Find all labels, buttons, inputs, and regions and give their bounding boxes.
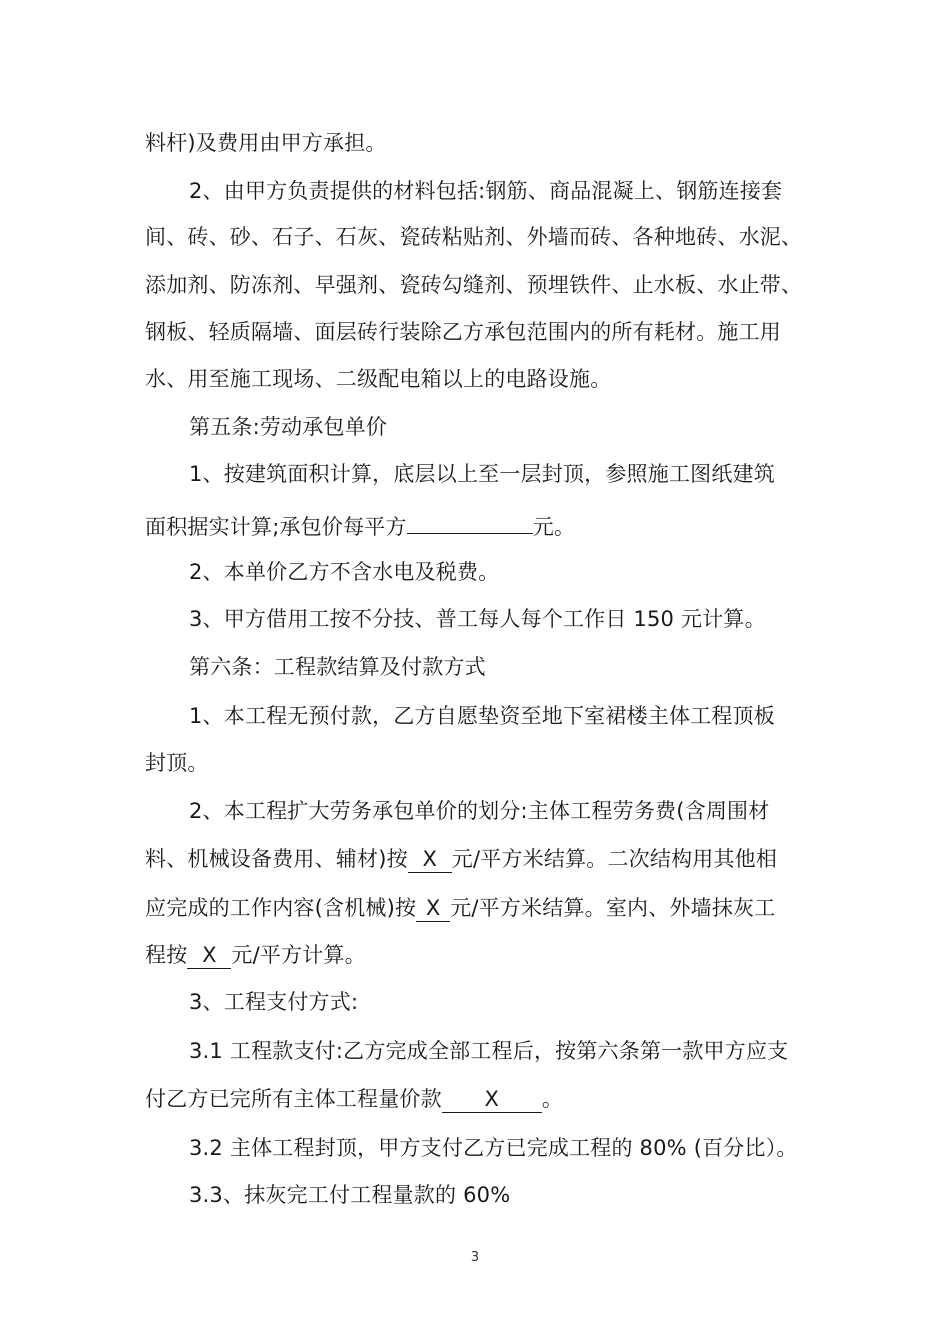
page-number: 3 <box>470 1250 480 1265</box>
text-line <box>145 893 815 923</box>
text-line <box>145 844 815 874</box>
text-line: 2、本单价乙方不含水电及税费。 <box>189 560 500 584</box>
fill-in-blank <box>407 507 533 534</box>
text-line <box>145 940 815 970</box>
text-line: 1、按建筑面积计算，底层以上至一层封顶，参照施工图纸建筑 <box>189 462 775 486</box>
text-line: 3、工程支付方式: <box>189 990 359 1014</box>
text-segment: 料、机械设备费用、辅材)按 <box>145 847 408 871</box>
fill-in-blank: X <box>187 942 231 969</box>
text-segment: 面积据实计算;承包价每平方 <box>145 515 407 539</box>
text-line: 2、由甲方负责提供的材料包括:钢筋、商品混凝上、钢筋连接套 <box>189 179 783 203</box>
text-line: 3.1 工程款支付:乙方完成全部工程后，按第六条第一款甲方应支 <box>189 1039 789 1063</box>
fill-in-blank: X <box>442 1086 542 1113</box>
fill-in-blank: X <box>416 895 450 922</box>
text-segment: 元。 <box>532 515 576 539</box>
text-segment: 元/平方计算。 <box>231 943 366 967</box>
section-heading: 第五条:劳动承包单价 <box>189 415 388 439</box>
text-segment: 程按 <box>145 943 188 967</box>
text-segment: 。 <box>541 1087 564 1111</box>
text-line: 1、本工程无预付款，乙方自愿垫资至地下室裙楼主体工程顶板 <box>189 704 775 728</box>
text-line: 钢板、轻质隔墙、面层砖行装除乙方承包范围内的所有耗材。施工用 <box>145 320 781 344</box>
text-line: 添加剂、防冻剂、早强剂、瓷砖勾缝剂、预埋铁件、止水板、水止带、 <box>145 273 803 297</box>
text-line <box>145 507 815 542</box>
section-heading: 第六条：工程款结算及付款方式 <box>189 655 486 679</box>
text-segment: 元/平方米结算。室内、外墙抹灰工 <box>450 896 776 920</box>
text-line <box>145 1084 815 1114</box>
text-line: 间、砖、砂、石子、石灰、瓷砖粘贴剂、外墙而砖、各种地砖、水泥、 <box>145 225 803 249</box>
text-segment: 付乙方已完所有主体工程量价款 <box>145 1087 442 1111</box>
text-segment: 元/平方米结算。二次结构用其他相 <box>451 847 778 871</box>
text-segment: 应完成的工作内容(含机械)按 <box>145 896 417 920</box>
text-line: 3.3、抹灰完工付工程量款的 60% <box>189 1183 511 1207</box>
text-line: 3、甲方借用工按不分技、普工每人每个工作日 150 元计算。 <box>189 607 766 631</box>
fill-in-blank: X <box>408 846 452 873</box>
text-line: 3.2 主体工程封顶，甲方支付乙方已完成工程的 80% (百分比）。 <box>189 1136 798 1160</box>
text-line: 料杆)及费用由甲方承担。 <box>145 131 387 155</box>
text-line: 2、本工程扩大劳务承包单价的划分:主体工程劳务费(含周围材 <box>189 799 770 823</box>
text-line: 封顶。 <box>145 751 209 775</box>
text-line: 水、用至施工现场、二级配电箱以上的电路设施。 <box>145 367 612 391</box>
